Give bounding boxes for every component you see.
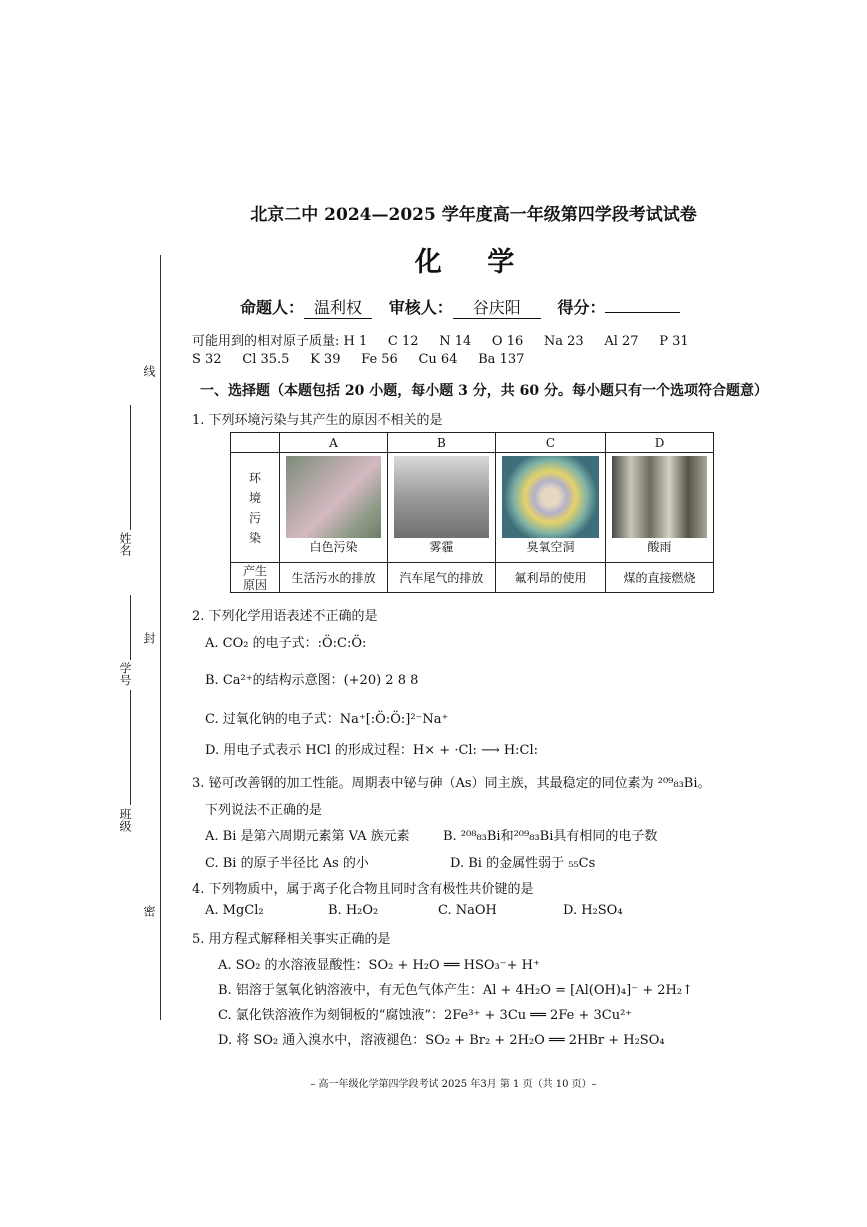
name-underline: [130, 405, 131, 530]
atomic-masses-line2: S 32 Cl 35.5 K 39 Fe 56 Cu 64 Ba 137: [192, 352, 525, 367]
authors-line: [240, 295, 680, 319]
q3-option-a: A. Bi 是第六周期元素第 VA 族元素: [205, 829, 410, 844]
cell-c: [495, 453, 605, 563]
row1-c: 臭氧空洞: [526, 540, 575, 554]
author-label: 命题人：: [240, 298, 305, 317]
q5-stem: 5. 用方程式解释相关事实正确的是: [192, 932, 391, 947]
q2-option-a: A. CO₂ 的电子式：:Ö:C:Ö:: [205, 636, 367, 651]
q1-stem: 1. 下列环境污染与其产生的原因不相关的是: [192, 413, 443, 428]
subject-title: 化 学: [414, 247, 533, 278]
page-footer: – 高一年级化学第四学段考试 2025 年3月 第 1 页（共 10 页）–: [310, 1079, 597, 1090]
header-a: A: [280, 433, 388, 453]
q3-option-b: B. ²⁰⁸₈₃Bi和²⁰⁹₈₃Bi具有相同的电子数: [443, 829, 658, 844]
margin-mi: 密: [142, 905, 156, 917]
margin-feng: 封: [142, 632, 156, 644]
q5-option-c: C. 氯化铁溶液作为刻铜板的“腐蚀液”：2Fe³⁺ + 3Cu ══ 2Fe + 3Cu²⁺: [218, 1008, 633, 1023]
section1-heading: 一、选择题（本题包括 20 小题，每小题 3 分，共 60 分。每小题只有一个选项符合题意）: [200, 383, 768, 399]
class-underline: [130, 690, 131, 805]
acid-rain-image: [612, 456, 707, 538]
row2-b: 汽车尾气的排放: [387, 563, 495, 593]
number-underline: [130, 595, 131, 660]
score-blank[interactable]: [605, 312, 680, 313]
table-corner: [231, 433, 280, 453]
q4-option-a: A. MgCl₂: [205, 903, 264, 918]
q2-option-d: D. 用电子式表示 HCl 的形成过程：H× + ·Cl: ⟶ H:Cl:: [205, 743, 539, 758]
cell-a: [280, 453, 388, 563]
row2-a: 生活污水的排放: [280, 563, 388, 593]
margin-number-label: 学号: [118, 662, 132, 686]
margin-class-label: 班级: [118, 808, 132, 832]
q4-option-d: D. H₂SO₄: [563, 903, 623, 918]
margin-xian: 线: [142, 365, 156, 377]
row1-d: 酸雨: [647, 540, 672, 554]
haze-image: [394, 456, 489, 538]
author-name: 温利权: [304, 295, 372, 319]
margin-name-label: 姓名: [118, 532, 132, 556]
binding-line: [160, 255, 161, 1020]
reviewer-name: 谷庆阳: [453, 295, 541, 319]
cell-b: [387, 453, 495, 563]
header-c: C: [495, 433, 605, 453]
atomic-masses-line1: 可能用到的相对原子质量: H 1 C 12 N 14 O 16 Na 23 Al 27 P 31: [192, 334, 689, 349]
row1-a: 白色污染: [309, 540, 358, 554]
q3-option-d: D. Bi 的金属性弱于 ₅₅Cs: [450, 856, 596, 871]
ozone-hole-image: [502, 456, 599, 538]
q1-table: [230, 432, 714, 593]
row1-label: 环境污染: [231, 453, 280, 563]
q3-sub: 下列说法不正确的是: [205, 803, 323, 818]
q5-option-a: A. SO₂ 的水溶液显酸性：SO₂ + H₂O ══ HSO₃⁻+ H⁺: [218, 958, 540, 973]
cell-d: [606, 453, 714, 563]
q4-option-c: C. NaOH: [438, 903, 497, 918]
q5-option-d: D. 将 SO₂ 通入溴水中，溶液褪色：SO₂ + Br₂ + 2H₂O ══ 2HBr + H₂SO₄: [218, 1033, 665, 1048]
reviewer-label: 审核人：: [388, 298, 453, 317]
q4-stem: 4. 下列物质中，属于离子化合物且同时含有极性共价键的是: [192, 882, 534, 897]
header-d: D: [606, 433, 714, 453]
exam-title: 北京二中 2024—2025 学年度高一年级第四学段考试试卷: [250, 205, 697, 225]
header-b: B: [387, 433, 495, 453]
row2-d: 煤的直接燃烧: [606, 563, 714, 593]
q2-option-c: C. 过氧化钠的电子式：Na⁺[:Ö:Ö:]²⁻Na⁺: [205, 712, 449, 727]
score-label: 得分：: [557, 298, 606, 317]
q4-option-b: B. H₂O₂: [328, 903, 379, 918]
q3-option-c: C. Bi 的原子半径比 As 的小: [205, 856, 369, 871]
white-pollution-image: [286, 456, 381, 538]
row1-b: 雾霾: [429, 540, 454, 554]
q2-stem: 2. 下列化学用语表述不正确的是: [192, 609, 378, 624]
q5-option-b: B. 铝溶于氢氧化钠溶液中，有无色气体产生：Al + 4H₂O = [Al(OH)₄]⁻ + 2H₂↑: [218, 983, 693, 998]
q3-stem: 3. 铋可改善钢的加工性能。周期表中铋与砷（As）同主族，其最稳定的同位素为 ²⁰⁹₈₃Bi。: [192, 776, 711, 791]
q2-option-b: B. Ca²⁺的结构示意图：(+20) 2 8 8: [205, 673, 419, 688]
row2-label: 产生原因: [231, 563, 280, 593]
row2-c: 氟利昂的使用: [495, 563, 605, 593]
